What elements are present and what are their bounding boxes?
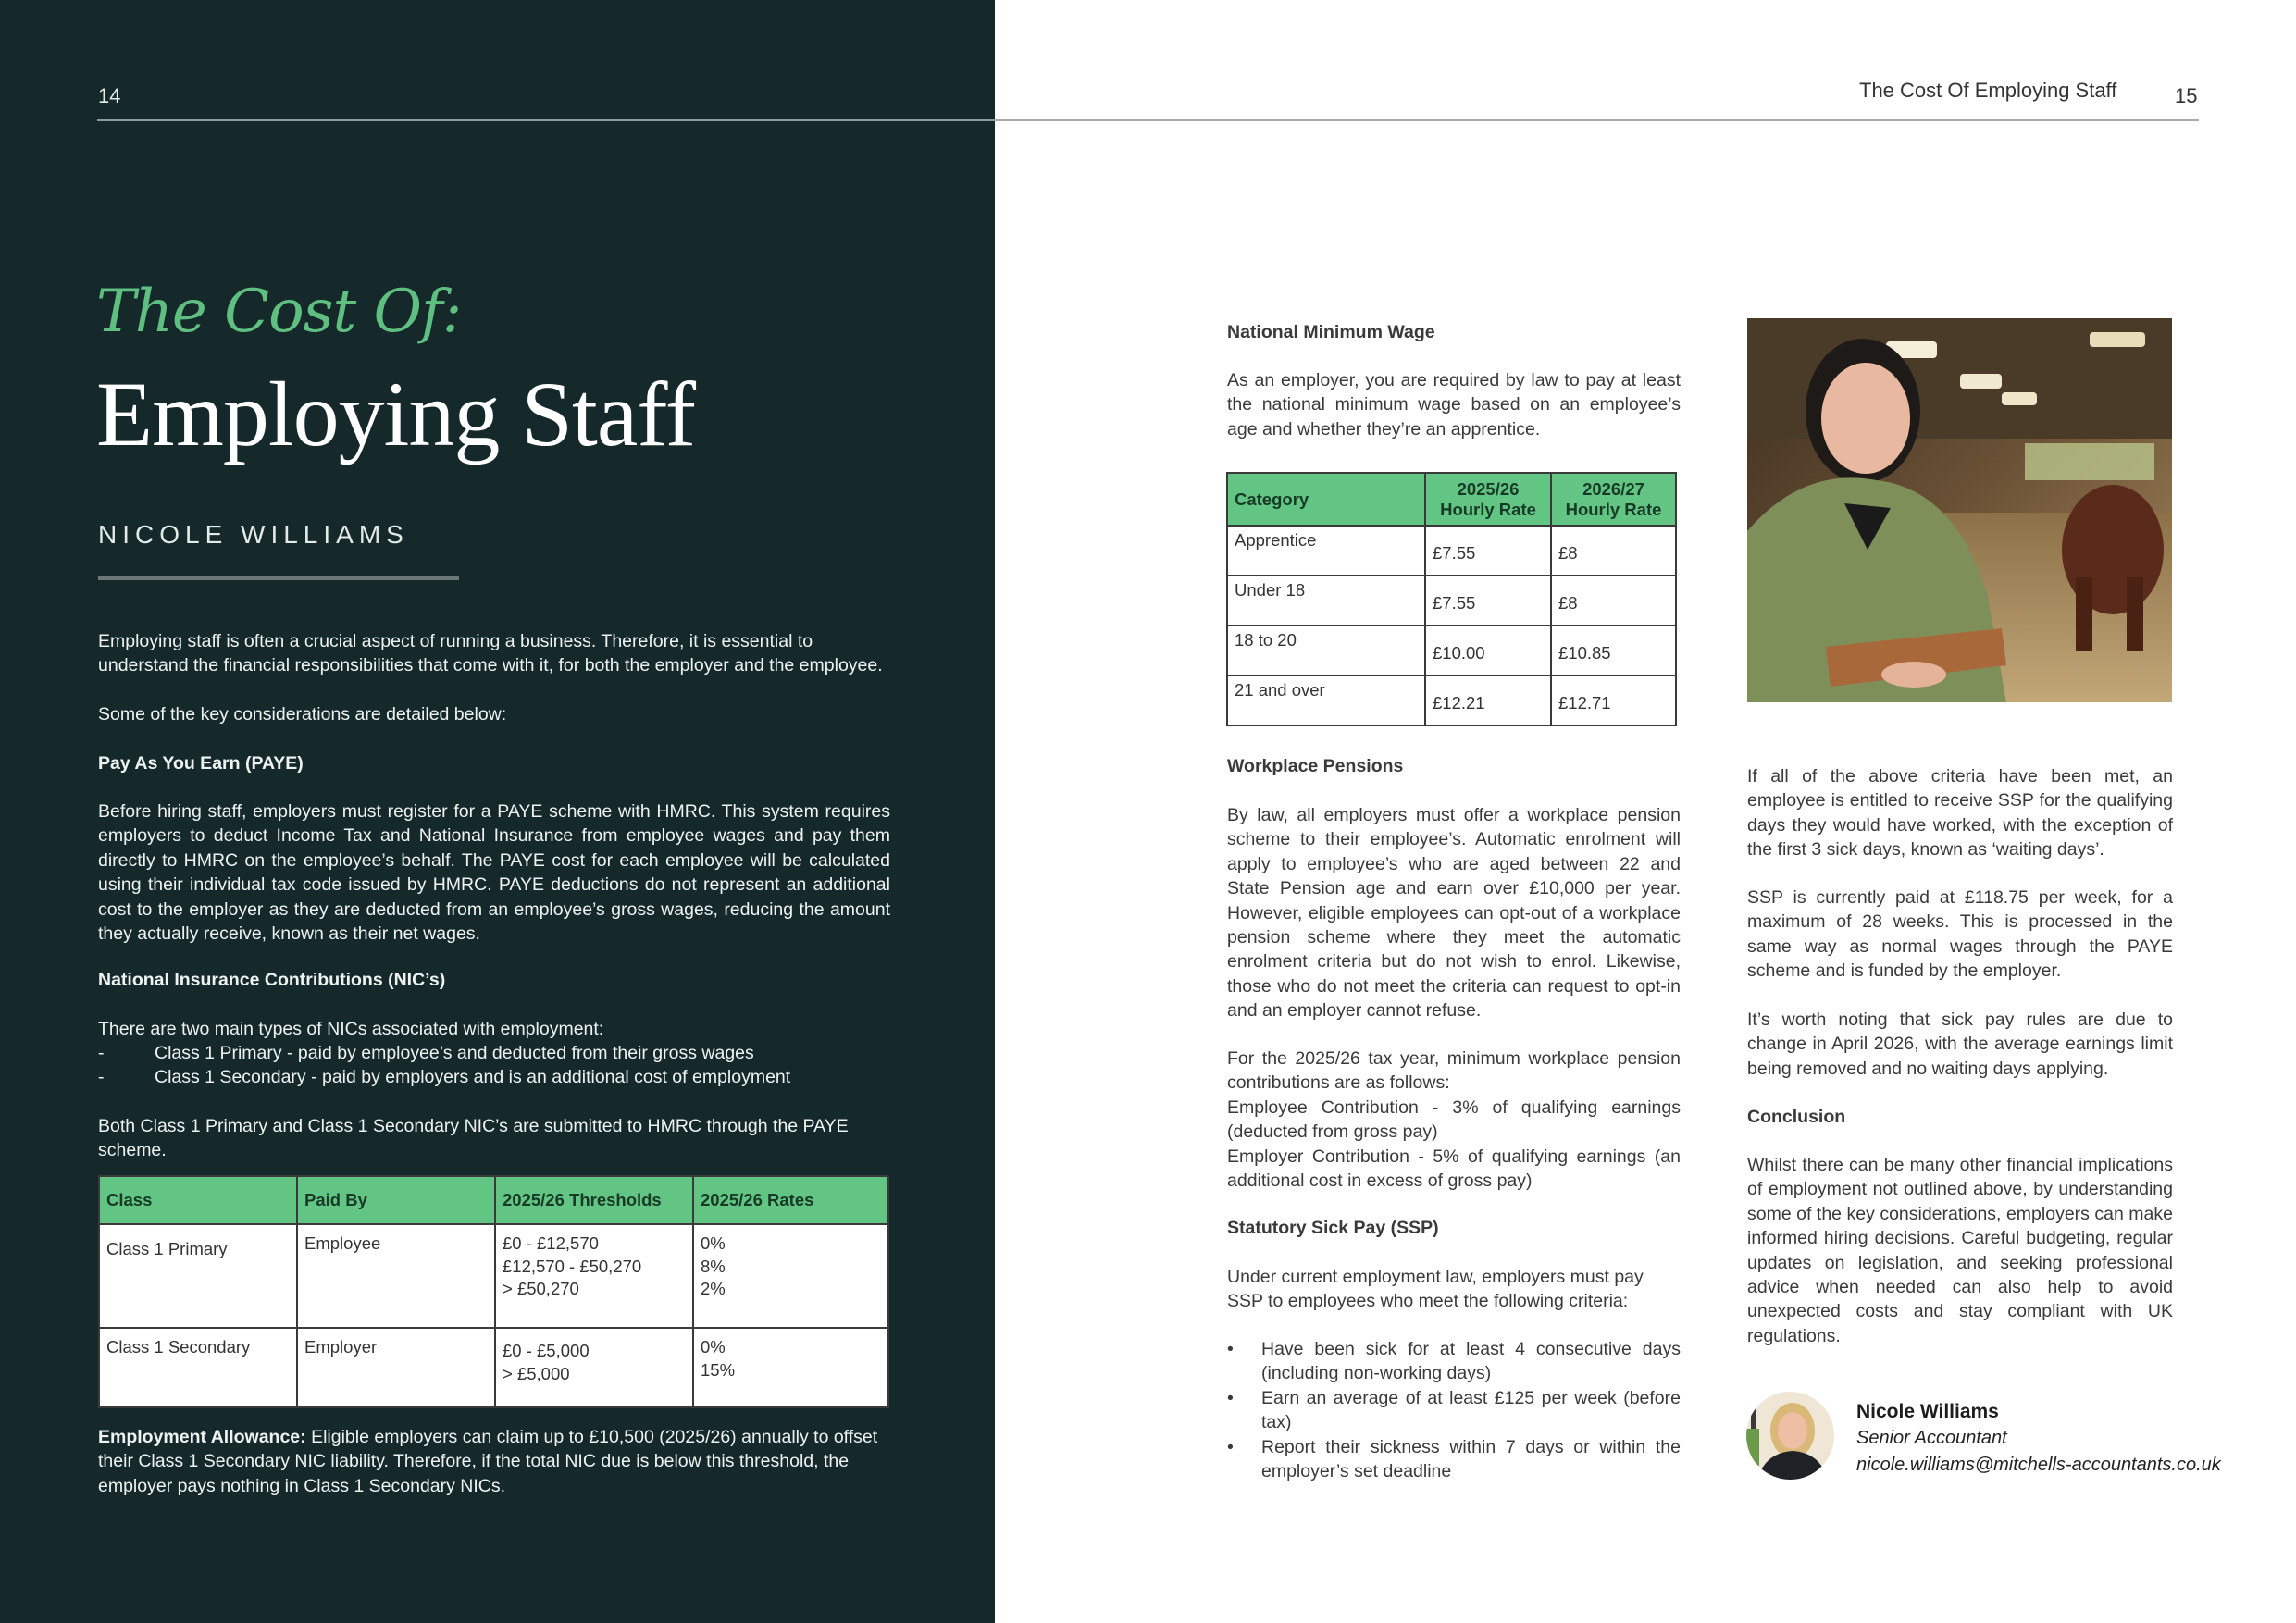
woman-with-tablet-image	[1747, 318, 2172, 702]
page-title: Employing Staff	[96, 363, 696, 465]
table-row	[99, 1328, 888, 1407]
header-line: 2025/26	[1457, 478, 1520, 499]
title-kicker: The Cost Of:	[96, 278, 462, 346]
threshold-line: > £5,000	[503, 1363, 570, 1383]
employer-contribution: Employer Contribution - 5% of qualifying earnings (an additional cost in excess of gross pay)	[1227, 1146, 1681, 1192]
author-avatar	[1746, 1392, 1834, 1480]
threshold-line: > £50,270	[503, 1279, 579, 1298]
threshold-line: £12,570 - £50,270	[503, 1256, 642, 1276]
nic-heading: National Insurance Contributions (NIC’s)	[98, 970, 446, 990]
column-header-thresholds: 2025/26 Thresholds	[495, 1176, 693, 1224]
barn-photo	[1747, 318, 2172, 702]
employment-allowance-paragraph	[98, 1425, 890, 1498]
ssp-criteria-list	[1227, 1337, 1681, 1483]
table-row	[1227, 675, 1676, 725]
list-item	[1227, 1435, 1681, 1484]
rate-line: 0%	[701, 1337, 726, 1357]
intro-paragraph: Employing staff is often a crucial aspect of running a business. Therefore, it is essential to understand the financial responsibilities that come with it, for both the employer and the employee.	[98, 631, 883, 676]
paye-paragraph: Before hiring staff, employers must register for a PAYE scheme with HMRC. This system requires employers to deduct Income Tax and National Insurance from employee wages and pay them directly to HMRC on the employee’s behalf. The PAYE cost for each employee will be calculated using their individual tax code issued by HMRC. PAYE deductions do not represent an additional cost to the employer as they are deducted from an employee’s gross wages, reducing the amount they actually receive, known as their net wages.	[98, 801, 890, 945]
table-row	[1227, 526, 1676, 576]
nmw-heading: National Minimum Wage	[1227, 322, 1435, 342]
bullet-icon: •	[1227, 1436, 1234, 1457]
author-role: Senior Accountant	[1856, 1428, 2007, 1448]
cell-class: Class 1 Primary	[99, 1224, 297, 1328]
cell-rate-2026: £8	[1551, 526, 1676, 576]
column-header-paid-by: Paid By	[297, 1176, 495, 1224]
nic-summary: Both Class 1 Primary and Class 1 Secondary NIC’s are submitted to HMRC through the PAYE scheme.	[98, 1116, 849, 1161]
header-line: Hourly Rate	[1565, 499, 1662, 519]
header-line: Hourly Rate	[1440, 499, 1536, 519]
author-name: Nicole Williams	[1856, 1401, 1999, 1422]
cell-category: Under 18	[1227, 576, 1425, 626]
list-item	[98, 1041, 890, 1065]
ssp-intro: Under current employment law, employers must pay SSP to employees who meet the following criteria:	[1227, 1267, 1644, 1312]
list-item-text: Class 1 Secondary - paid by employers and is an additional cost of employment	[155, 1067, 791, 1088]
nic-intro: There are two main types of NICs associated with employment:	[98, 1019, 604, 1039]
author-photo-icon	[1746, 1392, 1834, 1480]
table-row	[1227, 576, 1676, 626]
cell-rates	[693, 1328, 888, 1407]
dash-bullet-icon: -	[98, 1043, 105, 1063]
list-item-text: Class 1 Primary - paid by employee’s and deducted from their gross wages	[155, 1043, 754, 1063]
key-considerations-text: Some of the key considerations are detailed below:	[98, 704, 507, 725]
rate-line: 15%	[701, 1359, 736, 1380]
list-item-text: Have been sick for at least 4 consecutive days (including non-working days)	[1261, 1339, 1681, 1384]
pensions-paragraph: By law, all employers must offer a workplace pension scheme to their employee’s. Automatic enrolment will apply to employee’s who are aged between 22 and State Pension age and earn over £10,000 per year. However, eligible employees can opt-out of a workplace pension scheme where they meet the automatic enrolment criteria but do not wish to enrol. Likewise, those who do not meet the criteria can request to opt-in and an employer cannot refuse.	[1227, 805, 1681, 1022]
list-item	[1227, 1386, 1681, 1435]
nic-list	[98, 1041, 890, 1090]
cell-paid-by: Employer	[297, 1328, 495, 1407]
nmw-paragraph: As an employer, you are required by law to pay at least the national minimum wage based on an employee’s age and whether they’re an apprentice.	[1227, 370, 1681, 440]
bullet-icon: •	[1227, 1387, 1234, 1408]
cell-rate-2025: £10.00	[1425, 626, 1551, 675]
employment-allowance-text: Eligible employers can claim up to £10,500 (2025/26) annually to offset their Class 1 Secondary NIC liability. Therefore, if the total NIC due is below this threshold, the employer pays nothing in Class 1 Secondary NICs.	[98, 1427, 878, 1496]
table-row	[1227, 626, 1676, 675]
bullet-icon: •	[1227, 1339, 1234, 1359]
running-title: The Cost Of Employing Staff	[1859, 79, 2117, 102]
cell-thresholds	[495, 1328, 693, 1407]
list-item-text: Report their sickness within 7 days or within the employer’s set deadline	[1261, 1436, 1681, 1482]
column-header-2026-rate	[1551, 473, 1676, 526]
cell-category: 21 and over	[1227, 675, 1425, 725]
paye-heading: Pay As You Earn (PAYE)	[98, 753, 304, 774]
table-header-row	[99, 1176, 888, 1224]
author-byline: NICOLE WILLIAMS	[98, 520, 409, 549]
threshold-line: £0 - £5,000	[503, 1341, 590, 1360]
conclusion-paragraph: Whilst there can be many other financial implications of employment not outlined above, by understanding some of the key considerations, employers can make informed hiring decisions. Careful budgeting, regular updates on legislation, and seeking professional advice when needed can also help to avoid unexpected costs and stay compliant with UK regulations.	[1747, 1155, 2173, 1346]
cell-category: Apprentice	[1227, 526, 1425, 576]
employment-allowance-label: Employment Allowance:	[98, 1427, 306, 1447]
pension-contributions	[1227, 1047, 1681, 1193]
page-number-left: 14	[98, 84, 121, 107]
column-header-category: Category	[1227, 473, 1425, 526]
threshold-line: £0 - £12,570	[503, 1233, 599, 1253]
ssp-entitlement-paragraph: If all of the above criteria have been met, an employee is entitled to receive SSP for the qualifying days they would have worked, with the exception of the first 3 sick days, known as ‘waiting days’.	[1747, 766, 2173, 861]
cell-rate-2025: £7.55	[1425, 576, 1551, 626]
cell-rate-2025: £12.21	[1425, 675, 1551, 725]
column-header-class: Class	[99, 1176, 297, 1224]
page-number-right: 15	[2175, 84, 2198, 107]
cell-rate-2026: £10.85	[1551, 626, 1676, 675]
list-item	[98, 1065, 890, 1089]
table-row	[99, 1224, 888, 1328]
column-header-rates: 2025/26 Rates	[693, 1176, 888, 1224]
author-signature	[1856, 1399, 2221, 1479]
author-email-link[interactable]: nicole.williams@mitchells-accountants.co.uk	[1856, 1455, 2221, 1475]
conclusion-heading: Conclusion	[1747, 1107, 1846, 1127]
rate-line: 8%	[701, 1256, 726, 1276]
header-rule	[995, 119, 2199, 121]
rate-line: 0%	[701, 1233, 726, 1253]
header-rule	[97, 119, 995, 121]
table-header-row	[1227, 473, 1676, 526]
ssp-change-paragraph: It’s worth noting that sick pay rules are due to change in April 2026, with the average earnings limit being removed and no waiting days applying.	[1747, 1010, 2173, 1079]
cell-paid-by: Employee	[297, 1224, 495, 1328]
cell-rates	[693, 1224, 888, 1328]
ssp-rate-paragraph: SSP is currently paid at £118.75 per week, for a maximum of 28 weeks. This is processed in the same way as normal wages through the PAYE scheme and is funded by the employer.	[1747, 887, 2173, 982]
nic-rates-table	[98, 1175, 889, 1408]
cell-thresholds	[495, 1224, 693, 1328]
cell-category: 18 to 20	[1227, 626, 1425, 675]
cell-rate-2026: £12.71	[1551, 675, 1676, 725]
pensions-heading: Workplace Pensions	[1227, 756, 1404, 776]
byline-divider	[98, 576, 459, 580]
rate-line: 2%	[701, 1279, 726, 1298]
employee-contribution: Employee Contribution - 3% of qualifying earnings (deducted from gross pay)	[1227, 1096, 1681, 1143]
contributions-intro: For the 2025/26 tax year, minimum workplace pension contributions are as follows:	[1227, 1048, 1681, 1094]
column-header-2025-rate	[1425, 473, 1551, 526]
dash-bullet-icon: -	[98, 1067, 105, 1088]
cell-class: Class 1 Secondary	[99, 1328, 297, 1407]
list-item	[1227, 1337, 1681, 1386]
cell-rate-2026: £8	[1551, 576, 1676, 626]
header-line: 2026/27	[1582, 478, 1644, 499]
ssp-heading: Statutory Sick Pay (SSP)	[1227, 1218, 1439, 1238]
list-item-text: Earn an average of at least £125 per week (before tax)	[1261, 1387, 1681, 1433]
cell-rate-2025: £7.55	[1425, 526, 1551, 576]
minimum-wage-table	[1226, 472, 1677, 726]
